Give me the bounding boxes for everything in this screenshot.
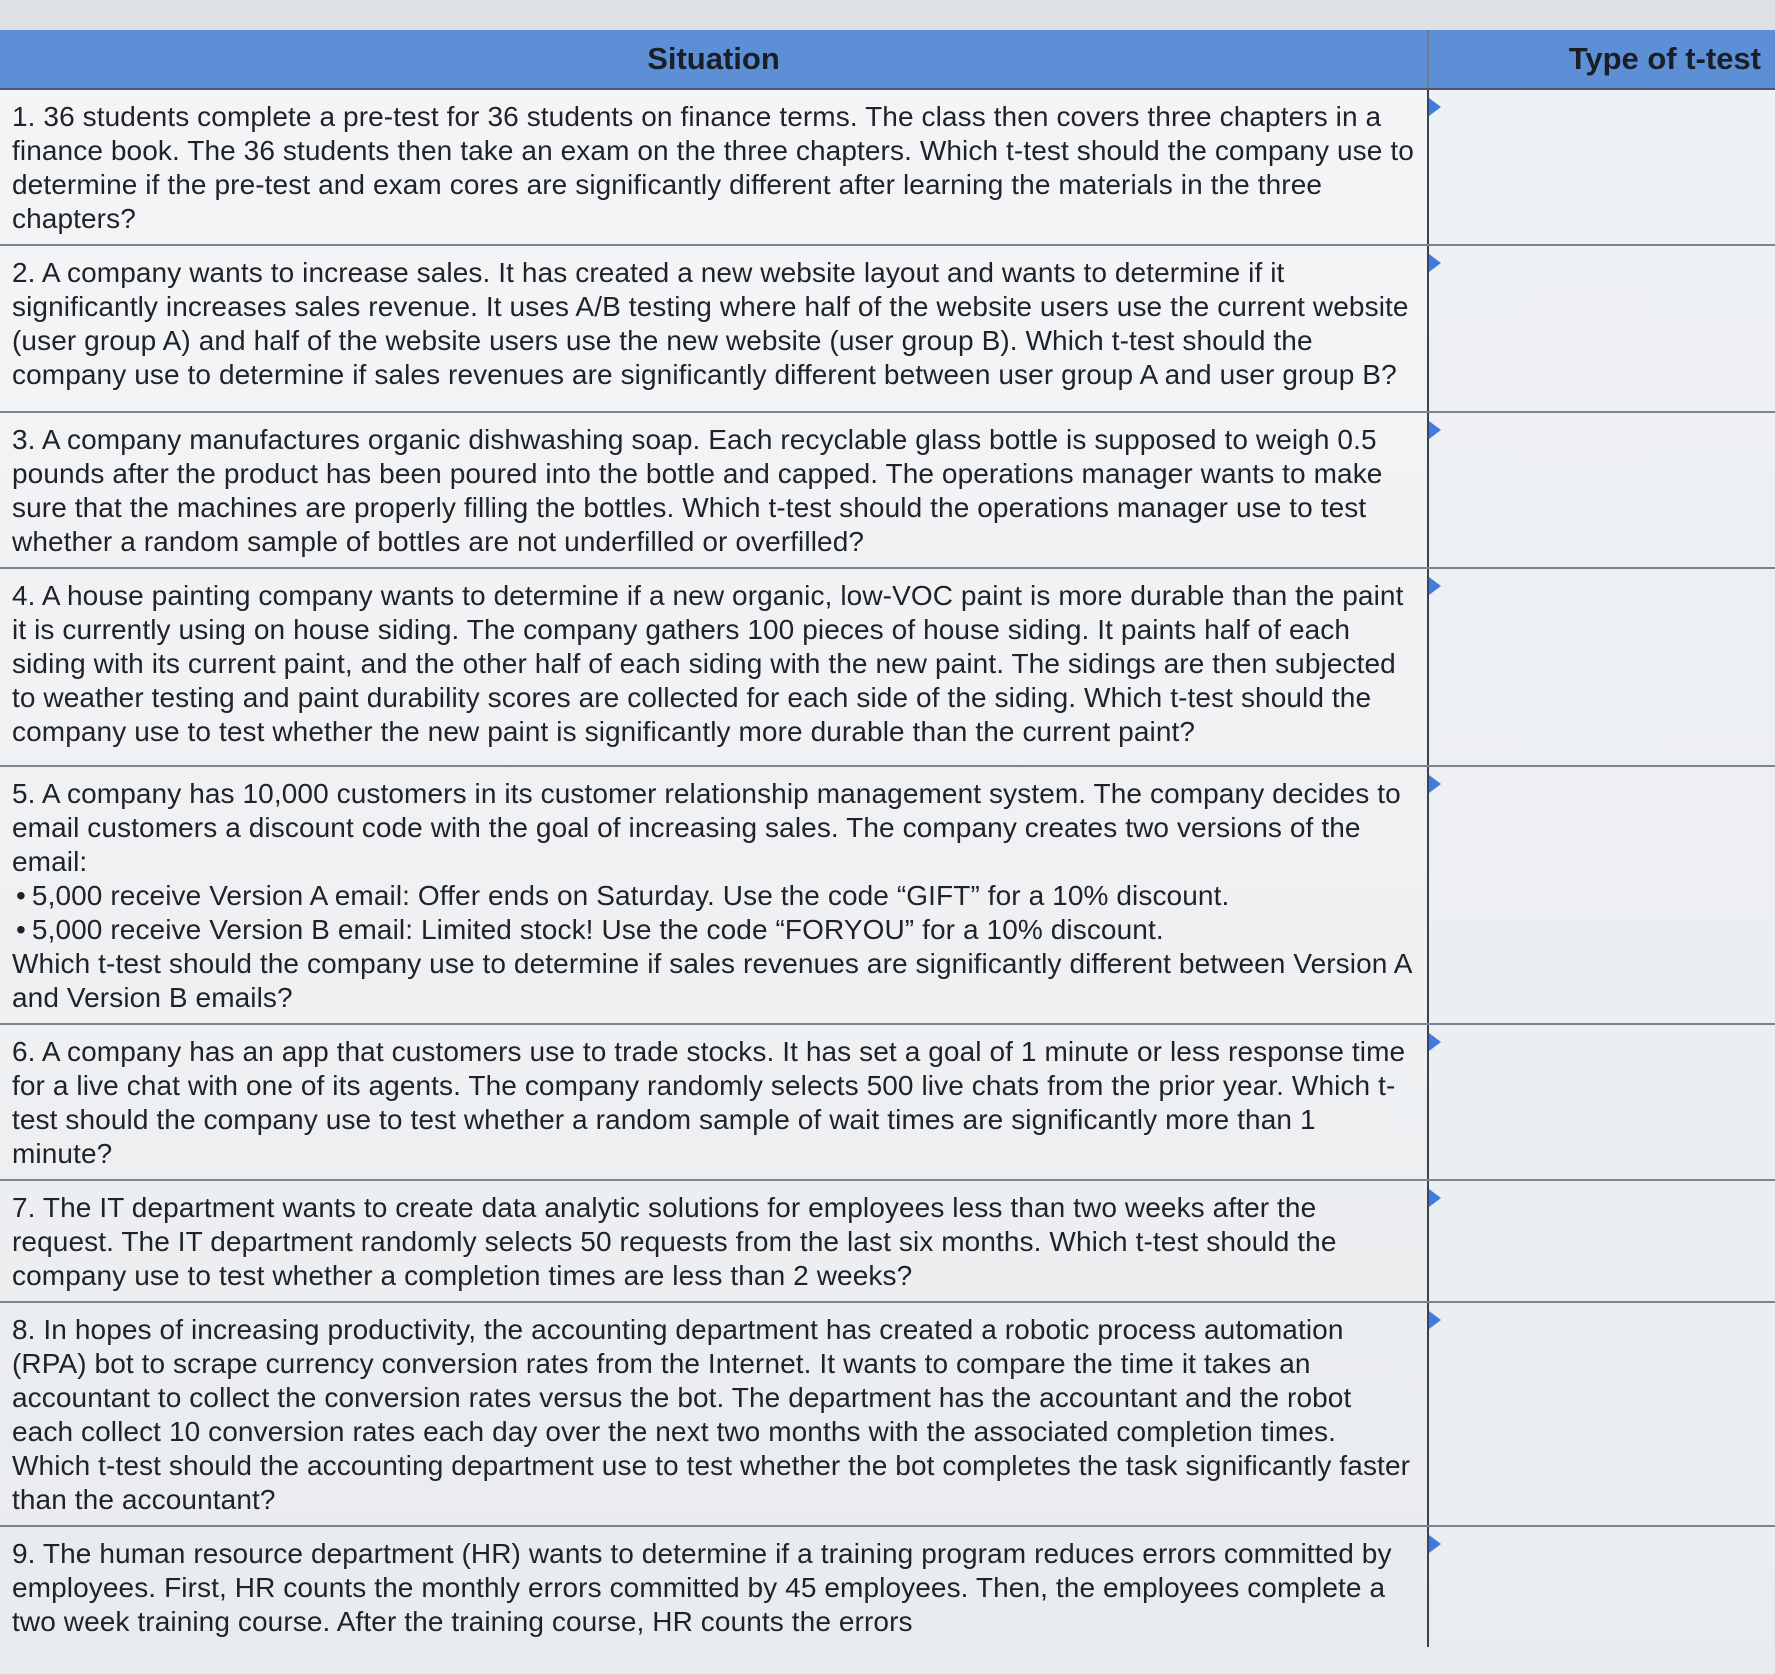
bullet-item bbox=[12, 879, 1415, 913]
table-row bbox=[0, 1024, 1775, 1180]
answer-cell-1[interactable] bbox=[1428, 89, 1775, 245]
answer-cell-3[interactable] bbox=[1428, 412, 1775, 568]
table-row bbox=[0, 766, 1775, 1024]
situation-tail-text: Which t-test should the company use to determine if sales revenues are significantly different between Version A and Version B emails? bbox=[12, 948, 1412, 1013]
bullet-icon: • bbox=[16, 880, 26, 911]
table-row bbox=[0, 1180, 1775, 1302]
cell-marker-icon bbox=[1429, 254, 1441, 272]
situation-cell-3 bbox=[0, 412, 1428, 568]
bullet-icon: • bbox=[16, 914, 26, 945]
situation-cell-6 bbox=[0, 1024, 1428, 1180]
situation-cell-7 bbox=[0, 1180, 1428, 1302]
type-header: Type of t-test bbox=[1428, 30, 1775, 89]
table-row bbox=[0, 245, 1775, 412]
table-row bbox=[0, 412, 1775, 568]
answer-cell-5[interactable] bbox=[1428, 766, 1775, 1024]
situation-cell-9 bbox=[0, 1526, 1428, 1647]
cell-marker-icon bbox=[1429, 1189, 1441, 1207]
situation-text: 5. A company has 10,000 customers in its customer relationship management system. The company decides to email customers a discount code with the goal of increasing sales. The company creates two versions of the email: bbox=[12, 778, 1401, 877]
situation-cell-4 bbox=[0, 568, 1428, 766]
table-row bbox=[0, 1302, 1775, 1526]
situation-text: 3. A company manufactures organic dishwashing soap. Each recyclable glass bottle is supposed to weigh 0.5 pounds after the product has been poured into the bottle and capped. The operations manager wants to make sure that the machines are properly filling the bottles. Which t-test should the operations manager use to test whether a random sample of bottles are not underfilled or overfilled? bbox=[12, 424, 1383, 557]
situation-text: 4. A house painting company wants to determine if a new organic, low-VOC paint is more durable than the paint it is currently using on house siding. The company gathers 100 pieces of house siding. It paints half of each siding with its current paint, and the other half of each siding with the new paint. The sidings are then subjected to weather testing and paint durability scores are collected for each side of the siding. Which t-test should the company use to test whether the new paint is significantly more durable than the current paint? bbox=[12, 580, 1404, 747]
situation-text: 9. The human resource department (HR) wants to determine if a training program reduces errors committed by employees. First, HR counts the monthly errors committed by 45 employees. Then, the employees complete a two week training course. After the training course, HR counts the errors bbox=[12, 1538, 1392, 1637]
situation-text: 7. The IT department wants to create data analytic solutions for employees less than two weeks after the request. The IT department randomly selects 50 requests from the last six months. Which t-test should the company use to test whether a completion times are less than 2 weeks? bbox=[12, 1192, 1337, 1291]
answer-cell-8[interactable] bbox=[1428, 1302, 1775, 1526]
answer-cell-6[interactable] bbox=[1428, 1024, 1775, 1180]
situation-text: 1. 36 students complete a pre-test for 36 students on finance terms. The class then covers three chapters in a finance book. The 36 students then take an exam on the three chapters. Which t-test should the company use to determine if the pre-test and exam cores are significantly different after learning the materials in the three chapters? bbox=[12, 101, 1414, 234]
situation-header: Situation bbox=[0, 30, 1428, 89]
situation-cell-2 bbox=[0, 245, 1428, 412]
answer-cell-9[interactable] bbox=[1428, 1526, 1775, 1647]
header-row bbox=[0, 30, 1775, 89]
cell-marker-icon bbox=[1429, 577, 1441, 595]
situation-text: 2. A company wants to increase sales. It has created a new website layout and wants to determine if it significantly increases sales revenue. It uses A/B testing where half of the website users use the current website (user group A) and half of the website users use the new website (user group B). Which t-test should the company use to determine if sales revenues are significantly different between user group A and user group B? bbox=[12, 257, 1409, 390]
answer-cell-4[interactable] bbox=[1428, 568, 1775, 766]
bullet-text: 5,000 receive Version A email: Offer ends on Saturday. Use the code “GIFT” for a 10% discount. bbox=[31, 880, 1230, 911]
answer-cell-2[interactable] bbox=[1428, 245, 1775, 412]
cell-marker-icon bbox=[1429, 775, 1441, 793]
cell-marker-icon bbox=[1429, 1311, 1441, 1329]
answer-cell-7[interactable] bbox=[1428, 1180, 1775, 1302]
table-row bbox=[0, 89, 1775, 245]
situation-cell-1 bbox=[0, 89, 1428, 245]
t-test-table bbox=[0, 30, 1775, 1647]
cell-marker-icon bbox=[1429, 1535, 1441, 1553]
situation-cell-8 bbox=[0, 1302, 1428, 1526]
cell-marker-icon bbox=[1429, 98, 1441, 116]
bullet-item bbox=[12, 913, 1415, 947]
worksheet bbox=[0, 30, 1775, 1674]
table-row bbox=[0, 1526, 1775, 1647]
situation-text: 8. In hopes of increasing productivity, the accounting department has created a robotic process automation (RPA) bot to scrape currency conversion rates from the Internet. It wants to compare the time it takes an accountant to collect the conversion rates versus the bot. The department has the accountant and the robot each collect 10 conversion rates each day over the next two months with the associated completion times. Which t-test should the accounting department use to test whether the bot completes the task significantly faster than the accountant? bbox=[12, 1314, 1411, 1515]
cell-marker-icon bbox=[1429, 1033, 1441, 1051]
bullet-text: 5,000 receive Version B email: Limited stock! Use the code “FORYOU” for a 10% discount. bbox=[31, 914, 1164, 945]
situation-text: 6. A company has an app that customers use to trade stocks. It has set a goal of 1 minute or less response time for a live chat with one of its agents. The company randomly selects 500 live chats from the prior year. Which t-test should the company use to test whether a random sample of wait times are significantly more than 1 minute? bbox=[12, 1036, 1406, 1169]
situation-cell-5 bbox=[0, 766, 1428, 1024]
table-row bbox=[0, 568, 1775, 766]
cell-marker-icon bbox=[1429, 421, 1441, 439]
